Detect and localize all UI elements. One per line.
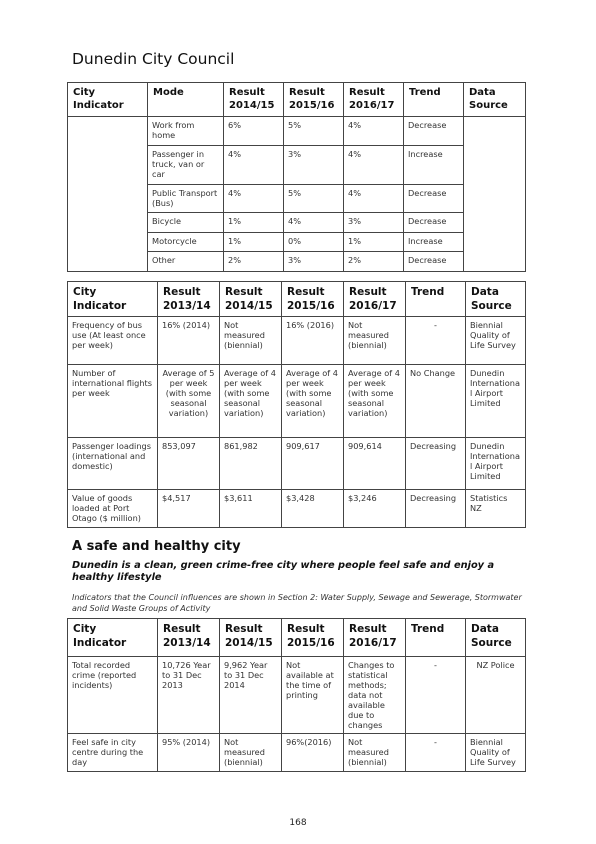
mode-cell: Public Transport (Bus) [148, 185, 224, 213]
result-cell: Not available at the time of printing [282, 657, 344, 734]
trend-cell: Increase [404, 146, 464, 185]
result-cell: 1% [344, 233, 404, 252]
result-cell: 95% (2014) [158, 734, 220, 772]
result-cell: 2% [344, 252, 404, 272]
table-row [68, 438, 526, 490]
source-cell: Statistics NZ [466, 490, 526, 528]
result-cell: 6% [224, 117, 284, 146]
column-header: City Indicator [68, 619, 158, 657]
table-row [68, 317, 526, 365]
mode-cell: Bicycle [148, 213, 224, 233]
result-cell: 1% [224, 233, 284, 252]
result-cell: 0% [284, 233, 344, 252]
trend-cell: No Change [406, 365, 466, 438]
indicator-cell: Frequency of bus use (At least once per week) [68, 317, 158, 365]
result-cell: $3,611 [220, 490, 282, 528]
column-header: Result 2015/16 [282, 619, 344, 657]
result-cell: 909,614 [344, 438, 406, 490]
result-cell: 853,097 [158, 438, 220, 490]
result-cell: 96%(2016) [282, 734, 344, 772]
result-cell: 16% (2016) [282, 317, 344, 365]
result-cell: 5% [284, 185, 344, 213]
result-cell: 5% [284, 117, 344, 146]
table-row [68, 490, 526, 528]
result-cell: Average of 5 per week (with some seasonal variation) [158, 365, 220, 438]
transport-indicators-table [67, 281, 526, 528]
table-header-row [68, 282, 526, 317]
column-header: City Indicator [68, 83, 148, 117]
result-cell: 9,962 Year to 31 Dec 2014 [220, 657, 282, 734]
mode-cell: Other [148, 252, 224, 272]
column-header: Result 2013/14 [158, 282, 220, 317]
result-cell: Not measured (biennial) [344, 734, 406, 772]
column-header: Result 2016/17 [344, 83, 404, 117]
source-cell [464, 117, 526, 272]
column-header: Result 2016/17 [344, 282, 406, 317]
source-cell: NZ Police [466, 657, 526, 734]
section-note: Indicators that the Council influences are shown in Section 2: Water Supply, Sewage and Sewerage, Stormwater and Solid Waste Groups of Activity [72, 593, 522, 613]
column-header: City Indicator [68, 282, 158, 317]
result-cell: Average of 4 per week (with some seasonal variation) [344, 365, 406, 438]
table-row [68, 657, 526, 734]
column-header: Result 2014/15 [220, 619, 282, 657]
source-cell: Biennial Quality of Life Survey [466, 734, 526, 772]
result-cell: Not measured (biennial) [344, 317, 406, 365]
indicator-cell: Passenger loadings (international and domestic) [68, 438, 158, 490]
result-cell: 16% (2014) [158, 317, 220, 365]
column-header: Data Source [466, 282, 526, 317]
result-cell: 10,726 Year to 31 Dec 2013 [158, 657, 220, 734]
result-cell: Changes to statistical methods; data not available due to changes [344, 657, 406, 734]
table-header-row [68, 83, 526, 117]
result-cell: 4% [344, 117, 404, 146]
mode-cell: Work from home [148, 117, 224, 146]
result-cell: $4,517 [158, 490, 220, 528]
indicator-cell: Feel safe in city centre during the day [68, 734, 158, 772]
column-header: Result 2014/15 [220, 282, 282, 317]
column-header: Trend [406, 619, 466, 657]
column-header: Mode [148, 83, 224, 117]
indicator-cell: Number of international flights per week [68, 365, 158, 438]
trend-cell: Decreasing [406, 490, 466, 528]
table-row [68, 734, 526, 772]
result-cell: 3% [344, 213, 404, 233]
trend-cell: - [406, 657, 466, 734]
result-cell: 4% [344, 185, 404, 213]
trend-cell: Decrease [404, 213, 464, 233]
indicator-cell: Total recorded crime (reported incidents) [68, 657, 158, 734]
column-header: Data Source [466, 619, 526, 657]
trend-cell: - [406, 317, 466, 365]
table-row [68, 117, 526, 146]
page-number: 168 [289, 818, 307, 828]
table-row [68, 365, 526, 438]
result-cell: 4% [284, 213, 344, 233]
result-cell: Not measured (biennial) [220, 734, 282, 772]
table-header-row [68, 619, 526, 657]
column-header: Result 2014/15 [224, 83, 284, 117]
result-cell: 2% [224, 252, 284, 272]
result-cell: $3,246 [344, 490, 406, 528]
result-cell: Average of 4 per week (with some seasonal variation) [220, 365, 282, 438]
indicator-cell [68, 117, 148, 272]
trend-cell: - [406, 734, 466, 772]
travel-mode-table [67, 82, 526, 272]
column-header: Trend [406, 282, 466, 317]
mode-cell: Motorcycle [148, 233, 224, 252]
column-header: Result 2015/16 [284, 83, 344, 117]
result-cell: 4% [224, 185, 284, 213]
result-cell: 1% [224, 213, 284, 233]
result-cell: 3% [284, 146, 344, 185]
section-heading: A safe and healthy city [72, 539, 241, 554]
source-cell: Dunedin International Airport Limited [466, 365, 526, 438]
result-cell: 4% [344, 146, 404, 185]
trend-cell: Decrease [404, 252, 464, 272]
safety-indicators-table [67, 618, 526, 772]
result-cell: 4% [224, 146, 284, 185]
column-header: Data Source [464, 83, 526, 117]
result-cell: 909,617 [282, 438, 344, 490]
mode-cell: Passenger in truck, van or car [148, 146, 224, 185]
trend-cell: Decrease [404, 185, 464, 213]
result-cell: Not measured (biennial) [220, 317, 282, 365]
result-cell: 3% [284, 252, 344, 272]
result-cell: Average of 4 per week (with some seasonal variation) [282, 365, 344, 438]
column-header: Trend [404, 83, 464, 117]
result-cell: $3,428 [282, 490, 344, 528]
trend-cell: Decreasing [406, 438, 466, 490]
source-cell: Biennial Quality of Life Survey [466, 317, 526, 365]
indicator-cell: Value of goods loaded at Port Otago ($ million) [68, 490, 158, 528]
result-cell: 861,982 [220, 438, 282, 490]
council-title: Dunedin City Council [72, 50, 235, 68]
column-header: Result 2013/14 [158, 619, 220, 657]
source-cell: Dunedin International Airport Limited [466, 438, 526, 490]
trend-cell: Decrease [404, 117, 464, 146]
trend-cell: Increase [404, 233, 464, 252]
section-tagline: Dunedin is a clean, green crime-free city where people feel safe and enjoy a healthy lifestyle [72, 560, 495, 583]
column-header: Result 2016/17 [344, 619, 406, 657]
column-header: Result 2015/16 [282, 282, 344, 317]
